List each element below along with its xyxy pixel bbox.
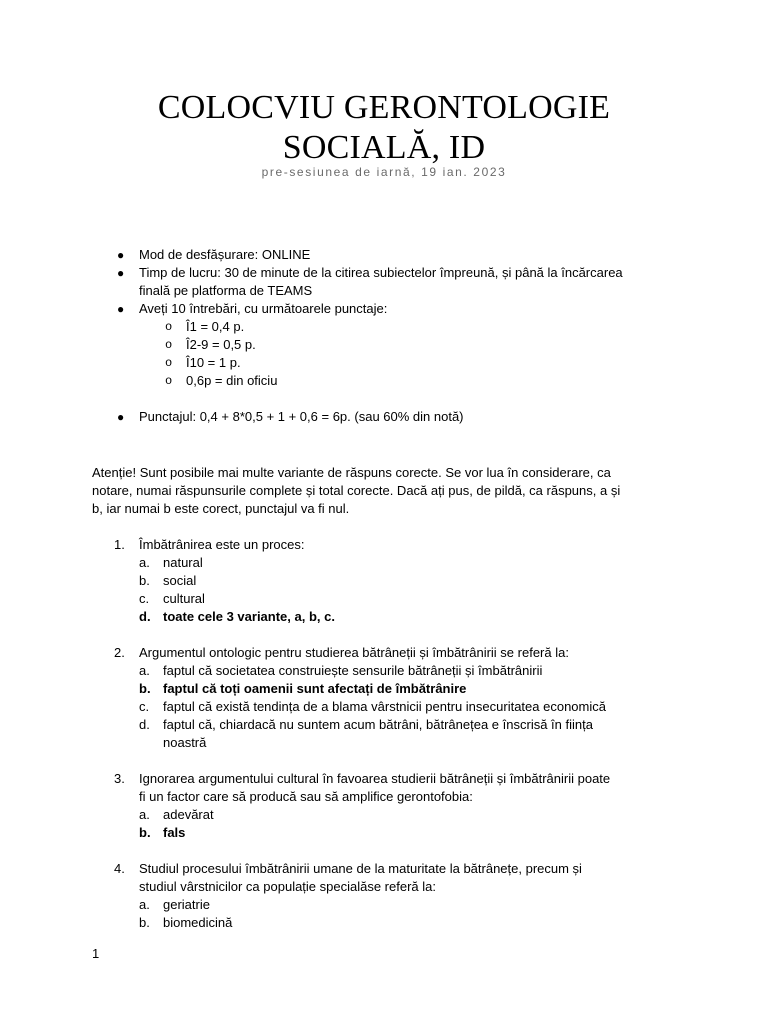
question-number: 2. (114, 645, 125, 660)
bullet-icon: ● (117, 248, 125, 262)
circle-bullet-icon: o (165, 338, 173, 352)
answer-option: a. geriatrie (139, 897, 210, 912)
exam-info-list (100, 246, 680, 426)
question-text: Ignorarea argumentului cultural în favoarea studierii bătrâneții și îmbătrânirii poate (139, 771, 611, 786)
question-text: fi un factor care să producă sau să amplifice gerontofobia: (139, 789, 473, 804)
info-item-questions: ● Aveți 10 întrebări, cu următoarele punctaje: (117, 301, 388, 316)
question-number: 1. (114, 537, 125, 552)
answer-option: a. natural (139, 555, 203, 570)
score-item: o Î2-9 = 0,5 p. (165, 337, 256, 352)
question-item (100, 644, 680, 662)
answer-option: b. social (139, 573, 197, 588)
question-item (100, 770, 680, 806)
bullet-icon: ● (117, 410, 125, 424)
page-subtitle: pre-sesiunea de iarnă, 19 ian. 2023 (261, 165, 507, 179)
attention-paragraph: Atenție! Sunt posibile mai multe variante de răspuns corecte. Se vor lua în considerare, ca notare, numai răspunsurile complete și total corecte. Dacă ați pus, de pildă, ca răspuns, a și b, iar numai b este corect, punctajul va fi nul. (92, 465, 621, 516)
score-list (100, 318, 680, 390)
score-item: o Î10 = 1 p. (165, 355, 241, 370)
question-number: 3. (114, 771, 125, 786)
answer-option: d. faptul că, chiardacă nu suntem acum bătrâni, bătrânețea e înscrisă în ființa noastră (139, 717, 593, 750)
circle-bullet-icon: o (165, 356, 173, 370)
circle-bullet-icon: o (165, 320, 173, 334)
score-item: o Î1 = 0,4 p. (165, 319, 245, 334)
title-line-2: SOCIALĂ, ID (282, 129, 486, 166)
answer-option: a. adevărat (139, 807, 214, 822)
bullet-icon: ● (117, 302, 125, 316)
question-text: Studiul procesului îmbătrânirii umane de la maturitate la bătrânețe, precum și (139, 861, 582, 876)
question-item (100, 536, 680, 554)
question-text: Îmbătrânirea este un proces: (139, 537, 305, 552)
answer-option: c. cultural (139, 591, 205, 606)
score-item: o 0,6p = din oficiu (165, 373, 278, 388)
question-text: studiul vârstnicilor ca populație specialăse referă la: (139, 879, 436, 894)
answer-option-correct: d. toate cele 3 variante, a, b, c. (139, 609, 335, 624)
answer-option-correct: b. faptul că toți oamenii sunt afectați de îmbătrânire (139, 681, 467, 696)
page-title (0, 88, 768, 168)
answer-option: b. biomedicină (139, 915, 233, 930)
title-line-1: COLOCVIU GERONTOLOGIE (157, 89, 611, 126)
question-item (100, 860, 680, 896)
info-item-mode: ● Mod de desfășurare: ONLINE (117, 247, 311, 262)
question-number: 4. (114, 861, 125, 876)
info-item-total: ● Punctajul: 0,4 + 8*0,5 + 1 + 0,6 = 6p. (sau 60% din notă) (117, 409, 464, 424)
questions-list (100, 536, 680, 932)
answer-option: c. faptul că există tendința de a blama vârstnicii pentru insecuritatea economică (139, 699, 606, 714)
answer-option: a. faptul că societatea construiește sensurile bătrâneții și îmbătrânirii (139, 663, 543, 678)
question-text: Argumentul ontologic pentru studierea bătrâneții și îmbătrânirii se referă la: (139, 645, 569, 660)
bullet-icon: ● (117, 266, 125, 280)
info-item-time: ● Timp de lucru: 30 de minute de la citirea subiectelor împreună, și până la încărcarea finală pe platforma de TEAMS (117, 265, 623, 298)
answer-option-correct: b. fals (139, 825, 186, 840)
page-number: 1 (92, 946, 100, 961)
circle-bullet-icon: o (165, 374, 173, 388)
